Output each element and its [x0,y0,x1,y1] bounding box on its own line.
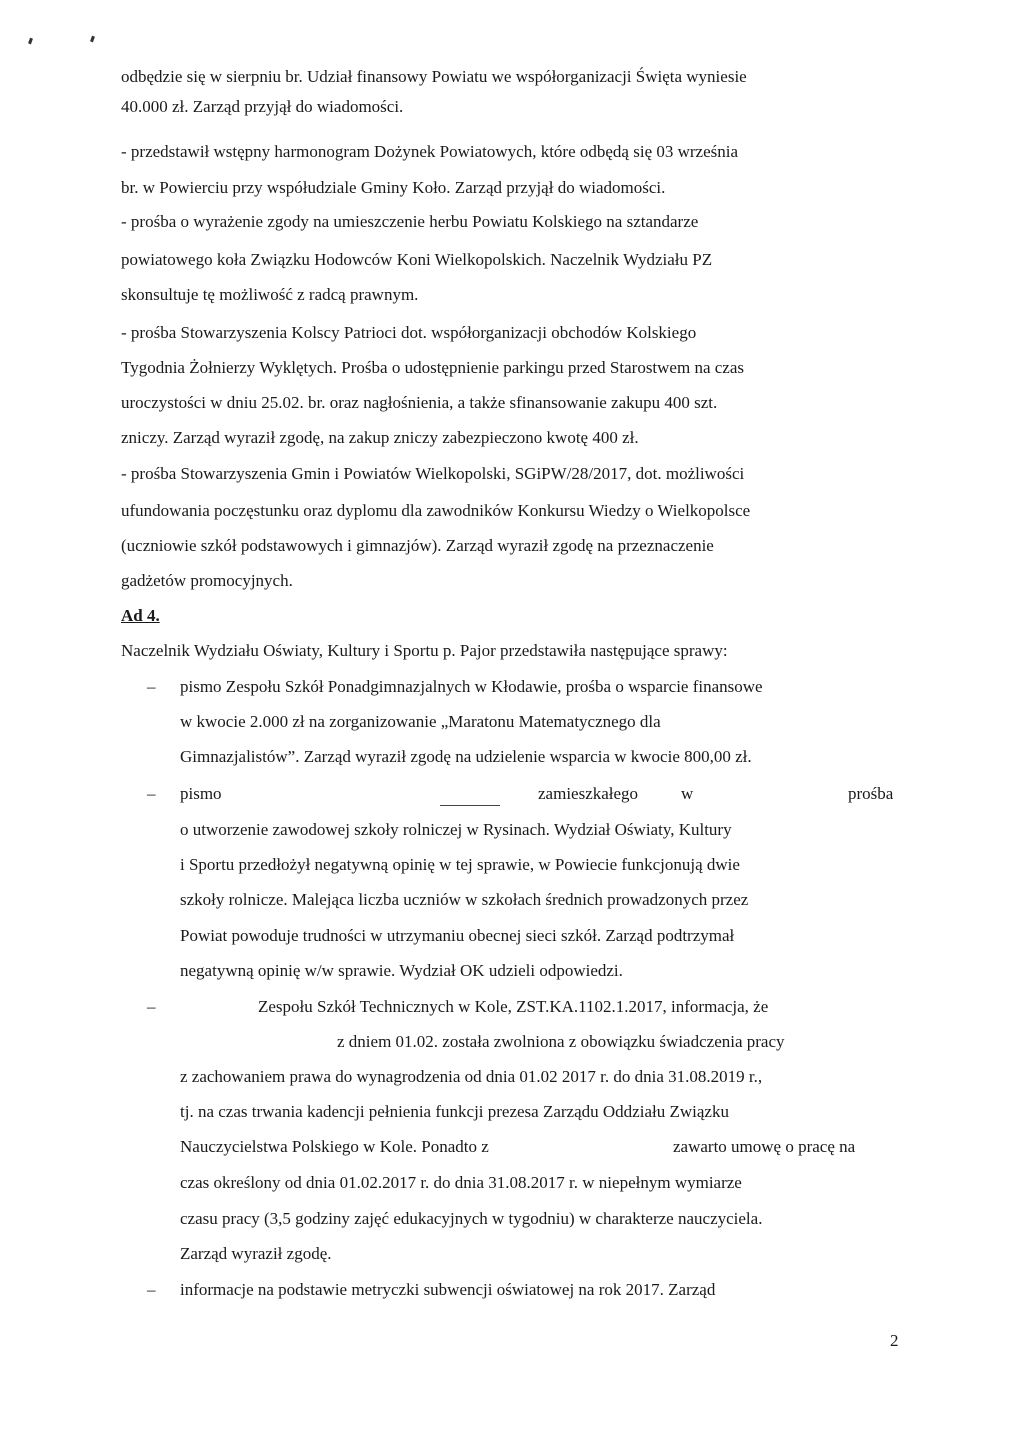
list-item-line: Zarząd wyraził zgodę. [180,1244,332,1263]
text-line: Tygodnia Żołnierzy Wyklętych. Prośba o udostępnienie parkingu przed Starostwem na czas [121,358,744,377]
text-line: - prośba Stowarzyszenia Gmin i Powiatów Wielkopolski, SGiPW/28/2017, dot. możliwości [121,464,745,483]
list-item-line: Nauczycielstwa Polskiego w Kole. Ponadto z [180,1137,489,1156]
text-line: uroczystości w dniu 25.02. br. oraz nagłośnienia, a także sfinansowanie zakupu 400 szt. [121,393,718,412]
list-dash: – [147,1280,156,1299]
list-item-line: i Sportu przedłożył negatywną opinię w tej sprawie, w Powiecie funkcjonują dwie [180,855,740,874]
text-line: - przedstawił wstępny harmonogram Dożynek Powiatowych, które odbędą się 03 września [121,142,739,161]
text-line: br. w Powierciu przy współudziale Gminy Koło. Zarząd przyjął do wiadomości. [121,178,666,197]
list-dash: – [147,997,156,1016]
list-item-line: negatywną opinię w/w sprawie. Wydział OK udzieli odpowiedzi. [180,961,623,980]
list-item-line: zawarto umowę o pracę na [673,1137,856,1156]
list-item-line: szkoły rolnicze. Malejąca liczba uczniów w szkołach średnich prowadzonych przez [180,890,749,909]
scan-mark-right [90,36,95,43]
list-item-line: Gimnazjalistów”. Zarząd wyraził zgodę na udzielenie wsparcia w kwocie 800,00 zł. [180,747,752,766]
text-line: ufundowania poczęstunku oraz dyplomu dla zawodników Konkursu Wiedzy o Wielkopolsce [121,501,751,520]
list-item-line: informacje na podstawie metryczki subwencji oświatowej na rok 2017. Zarząd [180,1280,716,1299]
list-item-line: tj. na czas trwania kadencji pełnienia funkcji prezesa Zarządu Oddziału Związku [180,1102,729,1121]
text-line: 40.000 zł. Zarząd przyjął do wiadomości. [121,97,404,116]
section-intro: Naczelnik Wydziału Oświaty, Kultury i Sportu p. Pajor przedstawiła następujące sprawy: [121,641,728,660]
redacted-fragment: w [681,784,694,803]
list-item-line: o utworzenie zawodowej szkoły rolniczej w Rysinach. Wydział Oświaty, Kultury [180,820,732,839]
list-item-line: w kwocie 2.000 zł na zorganizowanie „Maratonu Matematycznego dla [180,712,661,731]
text-line: gadżetów promocyjnych. [121,571,293,590]
page-number: 2 [890,1331,899,1350]
list-item-line: z zachowaniem prawa do wynagrodzenia od dnia 01.02 2017 r. do dnia 31.08.2019 r., [180,1067,763,1086]
list-dash: – [147,784,156,803]
text-line: - prośba o wyrażenie zgody na umieszczenie herbu Powiatu Kolskiego na sztandarze [121,212,699,231]
text-line [121,66,905,88]
redacted-fragment: pismo [180,784,222,803]
list-item-line: czas określony od dnia 01.02.2017 r. do dnia 31.08.2017 r. w niepełnym wymiarze [180,1173,742,1192]
redaction-stroke [440,805,500,806]
text-line: skonsultuje tę możliwość z radcą prawnym. [121,285,419,304]
text-line: zniczy. Zarząd wyraził zgodę, na zakup zniczy zabezpieczono kwotę 400 zł. [121,428,639,447]
list-item-line: czasu pracy (3,5 godziny zajęć edukacyjnych w tygodniu) w charakterze nauczyciela. [180,1209,763,1228]
text-line-content: odbędzie się w sierpniu br. Udział finansowy Powiatu we współorganizacji Święta wyniesie [121,67,747,86]
redacted-fragment: prośba [848,784,894,803]
text-line: powiatowego koła Związku Hodowców Koni Wielkopolskich. Naczelnik Wydziału PZ [121,250,713,269]
text-line: (uczniowie szkół podstawowych i gimnazjów). Zarząd wyraził zgodę na przeznaczenie [121,536,714,555]
redacted-fragment: zamieszkałego [538,784,639,803]
list-item-line: Zespołu Szkół Technicznych w Kole, ZST.KA.1102.1.2017, informacja, że [258,997,769,1016]
list-item-line: Powiat powoduje trudności w utrzymaniu obecnej sieci szkół. Zarząd podtrzymał [180,926,735,945]
text-line: - prośba Stowarzyszenia Kolscy Patrioci dot. współorganizacji obchodów Kolskiego [121,323,697,342]
scan-mark-left [28,38,33,45]
section-heading: Ad 4. [121,606,160,625]
list-item-line: pismo Zespołu Szkół Ponadgimnazjalnych w Kłodawie, prośba o wsparcie finansowe [180,677,763,696]
list-dash: – [147,677,156,696]
list-item-line: z dniem 01.02. została zwolniona z obowiązku świadczenia pracy [337,1032,785,1051]
